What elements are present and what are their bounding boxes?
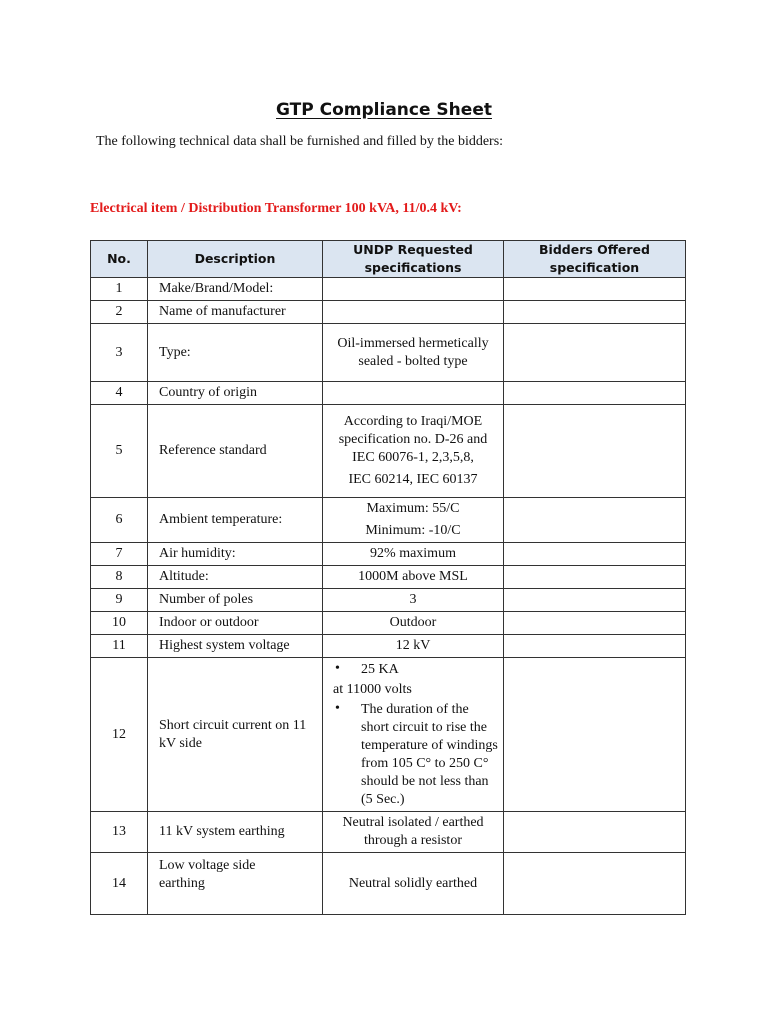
section-heading: Electrical item / Distribution Transformer 100 kVA, 11/0.4 kV: [90,201,462,216]
row-requested-spec [323,301,504,324]
table-row [91,589,686,612]
row-number: 8 [91,566,148,589]
row-requested-spec: 3 [323,589,504,612]
row-number: 4 [91,382,148,405]
page-title: GTP Compliance Sheet [276,100,492,120]
row-requested-spec [323,278,504,301]
table-row [91,324,686,382]
row-description: Ambient temperature: [148,498,323,543]
row-offered-spec[interactable] [504,543,686,566]
spec-bullet-text: 25 KA [361,661,399,677]
row-requested-spec: Outdoor [323,612,504,635]
row-requested-spec [323,498,504,543]
row-offered-spec[interactable] [504,382,686,405]
row-number: 11 [91,635,148,658]
row-requested-spec: Neutral solidly earthed [323,853,504,915]
row-number: 5 [91,405,148,498]
row-number: 13 [91,812,148,853]
spec-line: IEC 60214, IEC 60137 [348,472,478,487]
spec-line: Minimum: -10/C [365,523,461,538]
row-number: 12 [91,658,148,812]
compliance-table [90,240,686,915]
header-requested-spec: UNDP Requested specifications [323,241,504,278]
row-description: Reference standard [148,405,323,498]
row-number: 6 [91,498,148,543]
row-offered-spec[interactable] [504,658,686,812]
row-number: 3 [91,324,148,382]
row-offered-spec[interactable] [504,301,686,324]
row-requested-spec: 92% maximum [323,543,504,566]
table-row [91,382,686,405]
row-offered-spec[interactable] [504,853,686,915]
row-description: Altitude: [148,566,323,589]
header-no: No. [91,241,148,278]
row-requested-spec: 1000M above MSL [323,566,504,589]
bullet-icon: • [335,700,340,716]
row-description: Make/Brand/Model: [148,278,323,301]
table-row [91,635,686,658]
row-requested-spec: 12 kV [323,635,504,658]
table-row [91,278,686,301]
spec-line: at 11000 volts [333,681,412,697]
table-row [91,658,686,812]
spec-bullet-item [327,701,499,809]
row-number: 2 [91,301,148,324]
row-requested-spec: Oil-immersed hermetically sealed - bolted type [323,324,504,382]
table-row [91,612,686,635]
table-row [91,498,686,543]
spec-bullet-item [327,661,499,679]
row-description: Air humidity: [148,543,323,566]
header-offered-spec: Bidders Offered specification [504,241,686,278]
row-offered-spec[interactable] [504,812,686,853]
table-row [91,566,686,589]
row-requested-spec [323,382,504,405]
table-row [91,543,686,566]
row-number: 10 [91,612,148,635]
row-description: Country of origin [148,382,323,405]
intro-text: The following technical data shall be furnished and filled by the bidders: [96,134,504,149]
spec-bullet-text: The duration of the short circuit to rise the temperature of windings from 105 C° to 250 C° should be not less than (5 Sec.) [361,701,498,807]
header-description: Description [148,241,323,278]
row-offered-spec[interactable] [504,612,686,635]
row-number: 7 [91,543,148,566]
row-requested-spec [323,658,504,812]
row-offered-spec[interactable] [504,324,686,382]
row-description: Number of poles [148,589,323,612]
row-description: Short circuit current on 11 kV side [148,658,323,812]
bullet-icon: • [335,660,340,676]
row-number: 14 [91,853,148,915]
row-number: 1 [91,278,148,301]
row-number: 9 [91,589,148,612]
row-offered-spec[interactable] [504,635,686,658]
table-row [91,301,686,324]
row-requested-spec [323,405,504,498]
row-offered-spec[interactable] [504,278,686,301]
row-requested-spec: Neutral isolated / earthed through a resistor [323,812,504,853]
row-description: Name of manufacturer [148,301,323,324]
table-row [91,812,686,853]
table-header-row [91,241,686,278]
row-description: Type: [148,324,323,382]
row-offered-spec[interactable] [504,498,686,543]
spec-line: Maximum: 55/C [366,501,460,516]
row-offered-spec[interactable] [504,405,686,498]
table-row [91,405,686,498]
spec-line: According to Iraqi/MOE specification no. D-26 and IEC 60076-1, 2,3,5,8, [338,414,488,465]
row-description: Highest system voltage [148,635,323,658]
row-description: Indoor or outdoor [148,612,323,635]
row-description: 11 kV system earthing [148,812,323,853]
row-description: Low voltage side earthing [148,853,323,915]
table-row [91,853,686,915]
row-offered-spec[interactable] [504,589,686,612]
row-offered-spec[interactable] [504,566,686,589]
